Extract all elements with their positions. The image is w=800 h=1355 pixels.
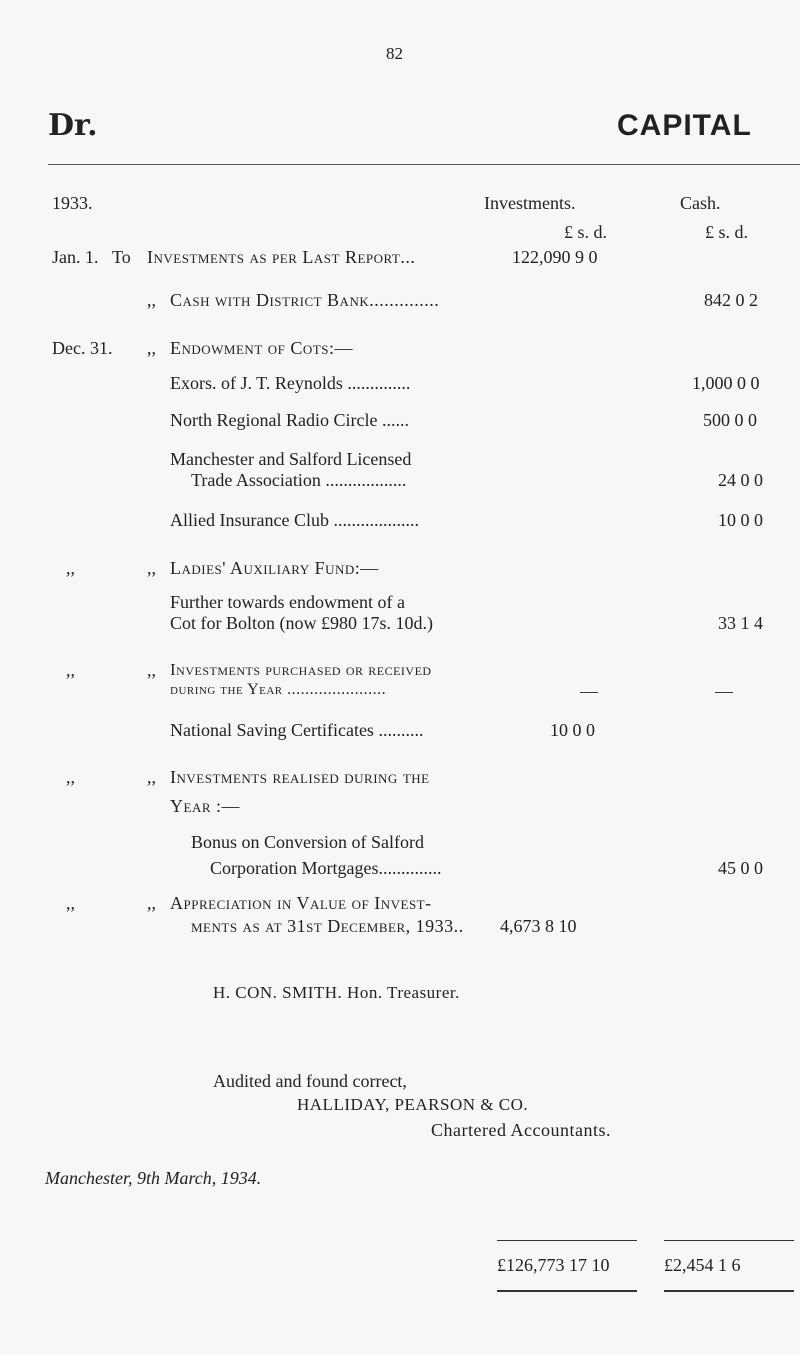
cash-value: 45 0 0	[718, 858, 763, 878]
ditto-mark: ,,	[147, 558, 156, 578]
audit-statement: Audited and found correct,	[213, 1071, 407, 1091]
year-header: 1933.	[52, 193, 93, 213]
cash-header: Cash.	[680, 193, 721, 213]
cash-value: 33 1 4	[718, 613, 763, 633]
investments-header: Investments.	[484, 193, 576, 213]
investments-value: 122,090 9 0	[512, 247, 598, 267]
entry-description: Investments purchased or received	[170, 660, 432, 679]
cash-units: £ s. d.	[705, 222, 749, 242]
ditto-mark: ,,	[66, 767, 75, 787]
entry-description: Year :—	[170, 796, 240, 816]
investments-value: —	[580, 681, 598, 701]
ditto-mark: ,,	[147, 893, 156, 913]
entry-description: Cash with District Bank..............	[170, 290, 440, 310]
investments-total: £126,773 17 10	[497, 1255, 610, 1275]
entry-date: Dec. 31.	[52, 338, 113, 358]
ditto-mark: ,,	[66, 893, 75, 913]
entry-description: Ladies' Auxiliary Fund:—	[170, 558, 379, 578]
cash-total-rule-top	[664, 1240, 794, 1241]
ditto-mark: ,,	[147, 290, 156, 310]
entry-description: Manchester and Salford Licensed	[170, 449, 412, 469]
entry-description: Further towards endowment of a	[170, 592, 405, 612]
treasurer-signature: H. CON. SMITH. Hon. Treasurer.	[213, 983, 460, 1002]
entry-description: Corporation Mortgages..............	[210, 858, 442, 878]
ditto-mark: ,,	[66, 558, 75, 578]
entry-description: ments as at 31st December, 1933..	[191, 916, 464, 936]
investments-units: £ s. d.	[564, 222, 608, 242]
auditor-firm: HALLIDAY, PEARSON & CO.	[297, 1095, 529, 1114]
entry-description: during the Year ......................	[170, 681, 387, 698]
ditto-mark: ,,	[147, 660, 156, 680]
capital-heading: CAPITAL	[617, 109, 752, 142]
entry-to: To	[112, 247, 131, 267]
ditto-mark: ,,	[147, 338, 156, 358]
entry-description: National Saving Certificates ..........	[170, 720, 424, 740]
entry-description: Investments as per Last Report...	[147, 247, 416, 267]
entry-date: Jan. 1.	[52, 247, 99, 267]
entry-description: Bonus on Conversion of Salford	[191, 832, 424, 852]
entry-description: Appreciation in Value of Invest-	[170, 893, 432, 913]
cash-value: 10 0 0	[718, 510, 763, 530]
cash-value: 500 0 0	[703, 410, 757, 430]
cash-total-rule-bottom	[664, 1290, 794, 1292]
entry-description: Allied Insurance Club ...................	[170, 510, 419, 530]
ditto-mark: ,,	[66, 660, 75, 680]
place-date: Manchester, 9th March, 1934.	[45, 1168, 262, 1188]
cash-value: 24 0 0	[718, 470, 763, 490]
page-number: 82	[386, 44, 403, 63]
entry-description: North Regional Radio Circle ......	[170, 410, 409, 430]
auditor-title: Chartered Accountants.	[431, 1120, 611, 1140]
cash-total: £2,454 1 6	[664, 1255, 741, 1275]
investments-total-rule-bottom	[497, 1290, 637, 1292]
cash-value: 842 0 2	[704, 290, 758, 310]
entry-description: Cot for Bolton (now £980 17s. 10d.)	[170, 613, 433, 633]
investments-value: 10 0 0	[550, 720, 595, 740]
top-rule	[48, 164, 800, 165]
entry-description: Investments realised during the	[170, 767, 430, 787]
entry-description: Endowment of Cots:—	[170, 338, 353, 358]
cash-value: —	[715, 681, 733, 701]
investments-value: 4,673 8 10	[500, 916, 577, 936]
ditto-mark: ,,	[147, 767, 156, 787]
entry-description: Trade Association ..................	[191, 470, 407, 490]
cash-value: 1,000 0 0	[692, 373, 760, 393]
investments-total-rule-top	[497, 1240, 637, 1241]
entry-description: Exors. of J. T. Reynolds ..............	[170, 373, 411, 393]
debit-heading: Dr.	[48, 108, 98, 143]
